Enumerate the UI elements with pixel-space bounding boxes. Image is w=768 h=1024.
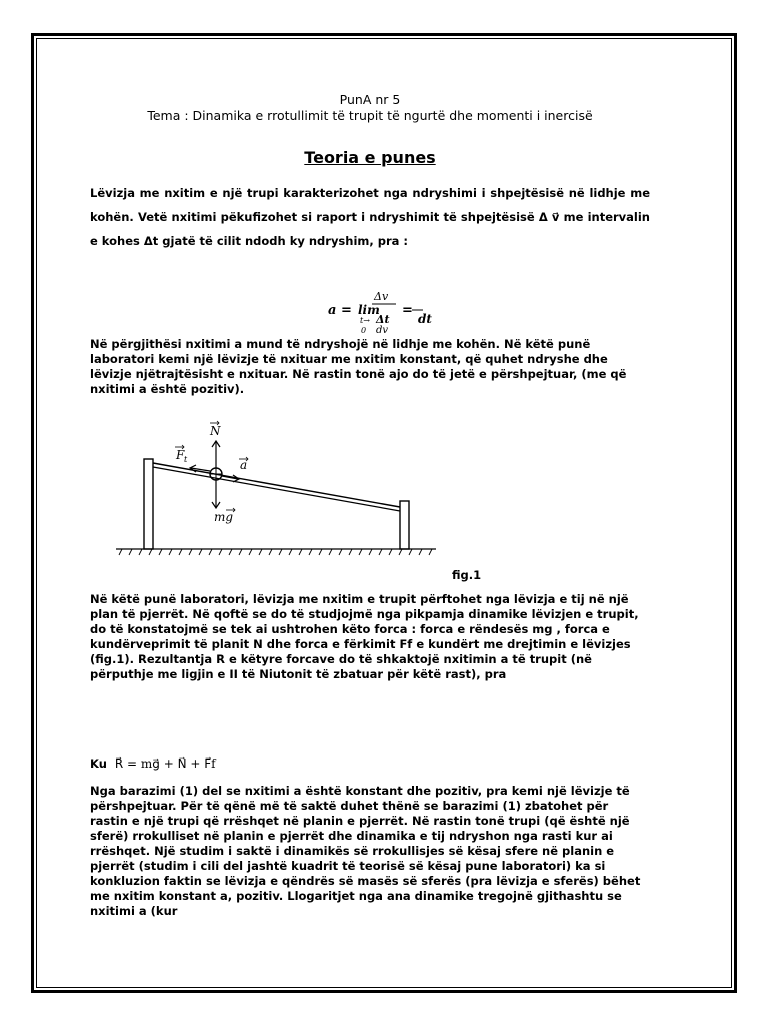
left-post [144,459,153,549]
resultant-formula: R⃗ = mg⃗ + N⃗ + F⃗f [114,757,216,771]
paragraph-4: Nga barazimi (1) del se nxitimi a është konstant dhe pozitiv, pra kemi një lëvizje të përshpejtuar. Për të qënë më të saktë duhet thënë se barazimi (1) zbatohet për rastin e një trupi që rrëshqet në planin e pjerrët. Në rastin tonë trupi (që është një sferë) rrokulliset në planin e pjerrët dhe dinamika e tij ndryshon nga rasti kur ai rrëshqet. Një studim i saktë i dinamikës së rrokullisjes së kësaj sfere në planin e pjerrët (studim i cili del jashtë kuadrit të teorisë së kësaj pune laboratori) ka si konkluzion faktin se lëvizja e qëndrës së masës së sferës (pra lëvizja e sferës) bëhet me nxitim konstant a, pozitiv. Llogaritjet nga ana dinamike tregojnë gjithashtu se nxitimi a (kur [90,784,641,918]
label-n: N [210,424,221,438]
section-title: Teoria e punes [304,148,436,167]
inclined-plane-figure [116,417,446,567]
label-ft-sub: t [184,455,188,464]
formula-dt2: dt [418,312,432,326]
incline-bottom [153,467,400,511]
formula-sub: t→ [360,316,370,325]
label-a: a [240,458,248,472]
incline-top [153,463,400,507]
paragraph-3: Në këtë punë laboratori, lëvizja me nxitim e trupit përftohet nga lëvizja e tij në një plan të pjerrët. Në qoftë se do të studjojmë nga pikpamja dinamike lëvizjen e trupit, do të konstatojmë se tek ai ushtrohen këto forca : forca e rëndesës mg , forca e kundërveprimit të planit N dhe forca e fërkimit Ff e kundërt me drejtimin e lëvizjes (fig.1). Rezultantja R e këtyre forcave do të shkaktojë nxitimin a të trupit (në përputhje me ligjin e II të Niutonit të zbatuar për këtë rast), pra [90,592,639,681]
ground-hatching [119,549,432,555]
label-ft: F [176,448,185,462]
formula-dt: Δt [376,313,390,326]
formula-dv: Δv [374,290,389,303]
header-line-2: Tema : Dinamika e rrotullimit të trupit të ngurtë dhe momenti i inercisë [147,108,593,123]
ku-line [90,757,216,771]
formula-lim: lim [358,303,380,317]
paragraph-2: Në përgjithësi nxitimi a mund të ndryshojë në lidhje me kohën. Në këtë punë laboratori kemi një lëvizje të nxituar me nxitim konstant, që quhet ndryshe dhe lëvizje njëtrajtësisht e nxituar. Në rastin tonë ajo do të jetë e përshpejtuar, (me që nxitimi a është pozitiv). [90,337,627,396]
formula-eq: = [402,303,413,318]
header-line-1: PunA nr 5 [339,92,401,107]
paragraph-1: Lëvizja me nxitim e një trupi karakterizohet nga ndryshimi i shpejtësisë në lidhje me kohën. Vetë nxitimi pëkufizohet si raport i ndryshimit të shpejtësisë Δ v⃗ me intervalin e kohes Δt gjatë të cilit ndodh ky ndryshim, pra : [90,186,650,248]
acceleration-formula [328,290,528,334]
formula-dv2: dv [376,325,389,334]
label-mg: mg [214,510,234,524]
ku-label: Ku [90,757,107,771]
right-post [400,501,409,549]
formula-zero: 0 [361,326,367,334]
document-body [90,92,650,918]
figure-caption: fig.1 [452,568,482,582]
formula-a: a = [328,303,352,318]
